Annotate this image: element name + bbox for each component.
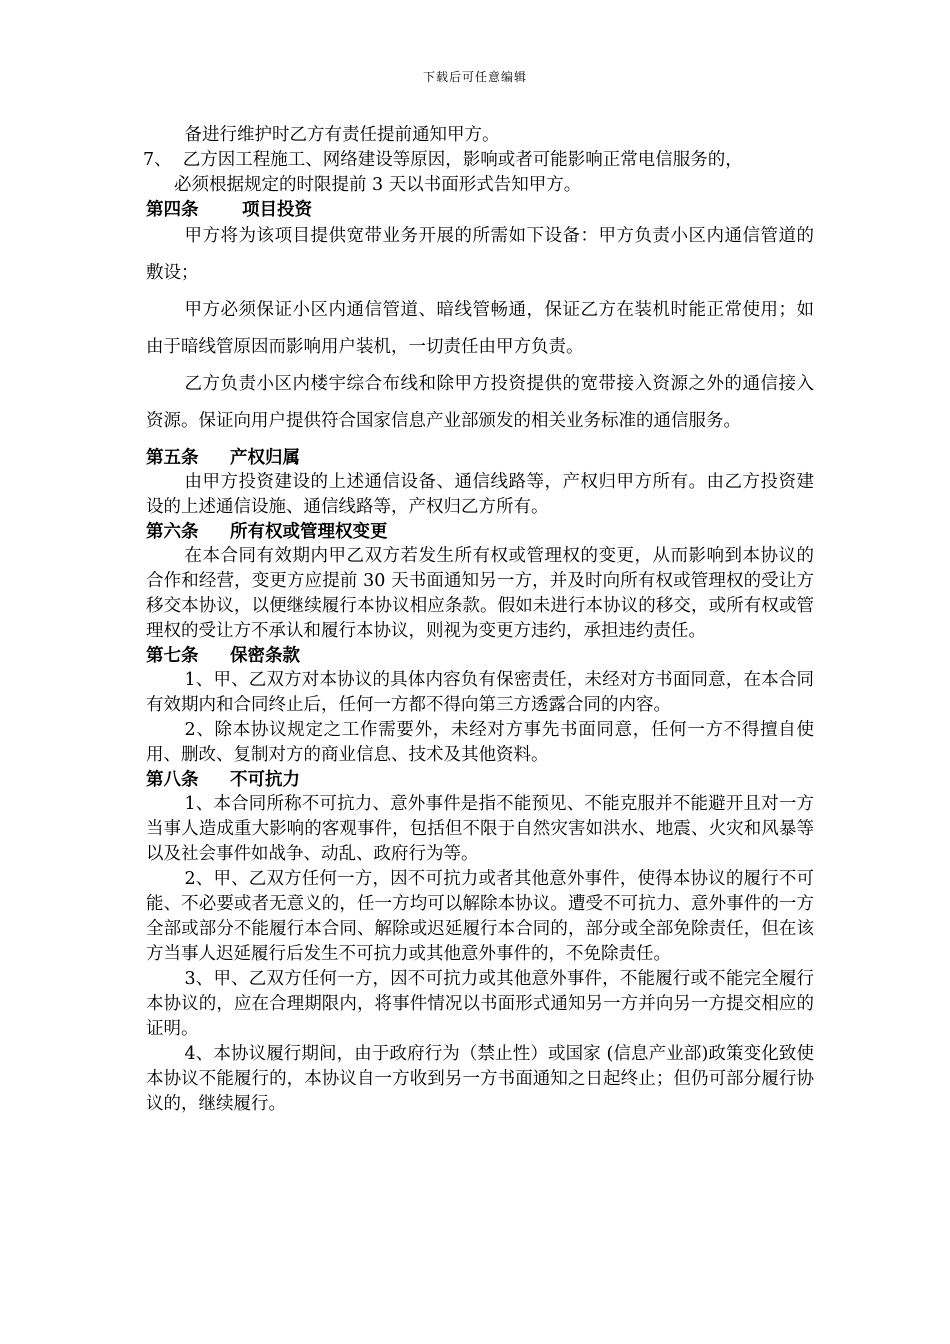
article-7-title: 保密条款 bbox=[230, 646, 300, 666]
article-8-heading bbox=[146, 768, 814, 792]
article-4-para-1: 甲方将为该项目提供宽带业务开展的所需如下设备：甲方负责小区内通信管道的敷设； bbox=[146, 226, 814, 283]
article-4-title: 项目投资 bbox=[242, 200, 312, 220]
article-7-para-2: 2、除本协议规定之工作需要外，未经对方事先书面同意，任何一方不得擅自使用、删改、复制对方的商业信息、技术及其他资料。 bbox=[146, 720, 814, 765]
article-5-number: 第五条 bbox=[146, 448, 199, 468]
article-4-para-2: 甲方必须保证小区内通信管道、暗线管畅通，保证乙方在装机时能正常使用；如由于暗线管原因而影响用户装机，一切责任由甲方负责。 bbox=[146, 300, 814, 357]
document-body bbox=[143, 123, 814, 1117]
article-5-heading bbox=[146, 446, 814, 470]
article-8-title: 不可抗力 bbox=[230, 770, 300, 790]
article-5-title: 产权归属 bbox=[230, 448, 300, 468]
page-header: 下载后可任意编辑 bbox=[422, 70, 527, 84]
article-8-para-2: 2、甲、乙双方任何一方，因不可抗力或者其他意外事件，使得本协议的履行不可能、不必要或者无意义的，任一方均可以解除本协议。遭受不可抗力、意外事件的一方全部或部分不能履行本合同、解除或迟延履行本合同的，部分或全部免除责任，但在该方当事人迟延履行后发生不可抗力或其他意外事件的，不免除责任。 bbox=[146, 869, 814, 964]
intro-line: 备进行维护时乙方有责任提前通知甲方。 bbox=[184, 125, 500, 145]
article-6-para-1: 在本合同有效期内甲乙双方若发生所有权或管理权的变更，从而影响到本协议的合作和经营，变更方应提前 30 天书面通知另一方，并及时向所有权或管理权的受让方移交本协议，以便继续履行本协议相应条款。假如未进行本协议的移交，或所有权或管理权的受让方不承认和履行本协议，则视为变更方违约，承担违约责任。 bbox=[146, 546, 814, 641]
article-6-title: 所有权或管理权变更 bbox=[230, 522, 388, 542]
article-7-number: 第七条 bbox=[146, 646, 199, 666]
item-7-line2: 必须根据规定的时限提前 3 天以书面形式告知甲方。 bbox=[174, 175, 582, 195]
item-7 bbox=[143, 148, 814, 173]
article-8-para-3: 3、甲、乙双方任何一方，因不可抗力或其他意外事件，不能履行或不能完全履行本协议的，应在合理期限内，将事件情况以书面形式通知另一方并向另一方提交相应的证明。 bbox=[146, 969, 814, 1039]
article-5-para-1: 由甲方投资建设的上述通信设备、通信线路等，产权归甲方所有。由乙方投资建设的上述通信设施、通信线路等，产权归乙方所有。 bbox=[146, 472, 814, 517]
item-7-number: 7、 bbox=[143, 150, 172, 170]
article-6-heading bbox=[146, 520, 814, 544]
article-8-number: 第八条 bbox=[146, 770, 199, 790]
article-4-para-3: 乙方负责小区内楼宇综合布线和除甲方投资提供的宽带接入资源之外的通信接入资源。保证向用户提供符合国家信息产业部颁发的相关业务标准的通信服务。 bbox=[146, 374, 814, 431]
item-7-line1: 乙方因工程施工、网络建设等原因，影响或者可能影响正常电信服务的， bbox=[182, 150, 743, 170]
article-7-para-1: 1、甲、乙双方对本协议的具体内容负有保密责任，未经对方书面同意，在本合同有效期内和合同终止后，任何一方都不得向第三方透露合同的内容。 bbox=[146, 670, 814, 715]
article-4-number: 第四条 bbox=[146, 200, 199, 220]
article-8-para-4: 4、本协议履行期间，由于政府行为（禁止性）或国家 (信息产业部)政策变化致使本协议不能履行的，本协议自一方收到另一方书面通知之日起终止；但仍可部分履行协议的，继续履行。 bbox=[146, 1044, 814, 1114]
article-7-heading bbox=[146, 644, 814, 668]
article-6-number: 第六条 bbox=[146, 522, 199, 542]
article-8-para-1: 1、本合同所称不可抗力、意外事件是指不能预见、不能克服并不能避开且对一方当事人造成重大影响的客观事件，包括但不限于自然灾害如洪水、地震、火灾和风暴等以及社会事件如战争、动乱、政府行为等。 bbox=[146, 794, 814, 864]
